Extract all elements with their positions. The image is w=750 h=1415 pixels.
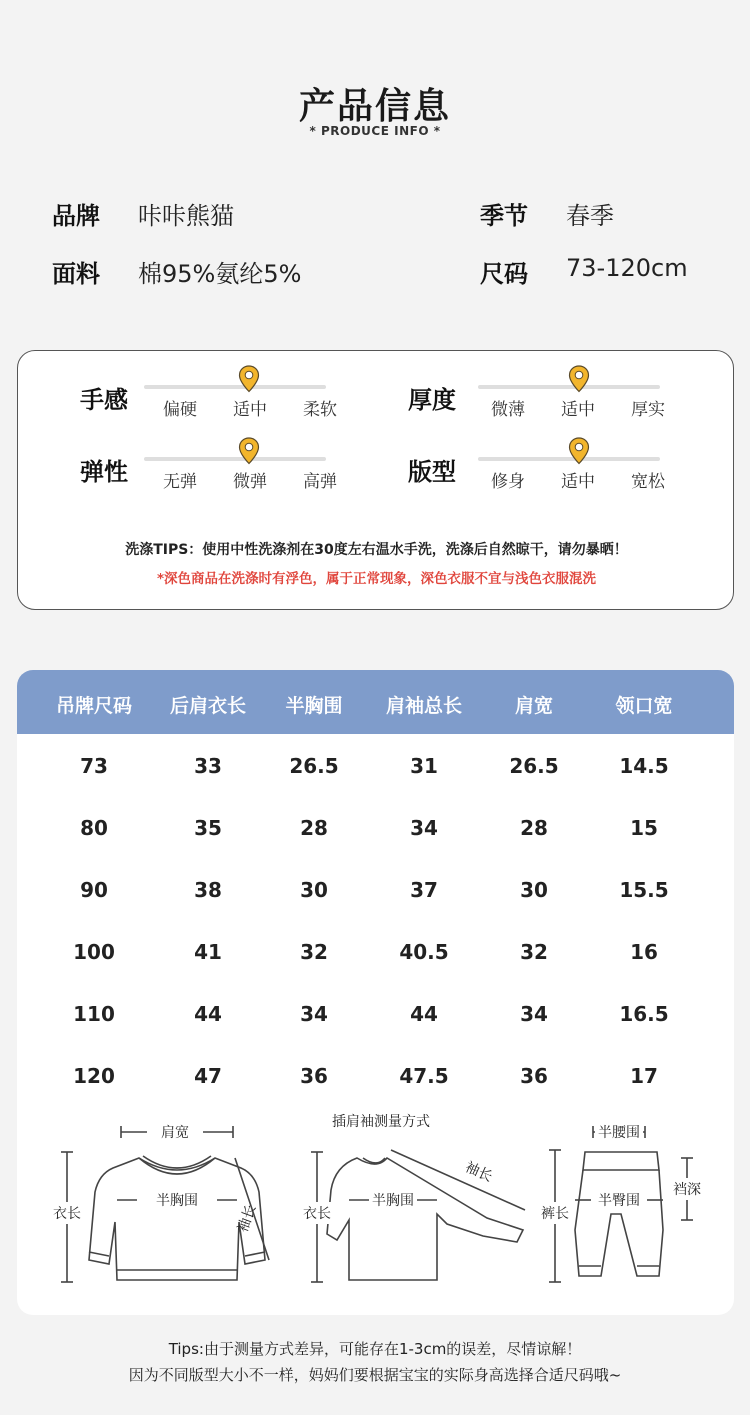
table-cell: 30 xyxy=(300,878,328,902)
table-cell: 31 xyxy=(410,754,438,778)
size-label: 尺码 xyxy=(480,260,528,288)
fabric-value: 棉95%氨纶5% xyxy=(138,260,302,288)
season-value: 春季 xyxy=(566,202,614,230)
location-pin-icon xyxy=(568,437,590,465)
table-cell: 17 xyxy=(630,1064,658,1088)
rise-label: 裆深 xyxy=(673,1182,701,1198)
column-header: 肩袖总长 xyxy=(385,695,462,717)
feel-track xyxy=(144,385,326,389)
table-cell: 32 xyxy=(520,940,548,964)
feel-option: 厚实 xyxy=(631,400,665,420)
feel-label: 版型 xyxy=(408,458,456,486)
column-header: 半胸围 xyxy=(285,695,343,717)
feel-option: 适中 xyxy=(561,400,595,420)
length-label: 衣长 xyxy=(53,1206,81,1222)
table-cell: 16.5 xyxy=(619,1002,669,1026)
sleeve-label: 袖长 xyxy=(462,1159,495,1186)
table-cell: 36 xyxy=(520,1064,548,1088)
waist-label: 半腰围 xyxy=(598,1125,640,1141)
brand-label: 品牌 xyxy=(52,202,100,230)
feel-option: 无弹 xyxy=(163,472,197,492)
feel-label: 手感 xyxy=(80,386,128,414)
column-header: 肩宽 xyxy=(514,695,553,717)
table-cell: 15.5 xyxy=(619,878,669,902)
table-cell: 16 xyxy=(630,940,658,964)
table-cell: 15 xyxy=(630,816,658,840)
feel-option: 宽松 xyxy=(631,472,665,492)
feel-card xyxy=(17,350,734,610)
table-cell: 80 xyxy=(80,816,108,840)
table-cell: 120 xyxy=(73,1064,115,1088)
feel-option: 柔软 xyxy=(303,400,337,420)
table-cell: 28 xyxy=(300,816,328,840)
wash-tips: 洗涤TIPS：使用中性洗涤剂在30度左右温水手洗，洗涤后自然晾干，请勿暴晒！ xyxy=(125,542,628,558)
table-cell: 47 xyxy=(194,1064,222,1088)
column-header: 领口宽 xyxy=(615,695,673,717)
table-cell: 28 xyxy=(520,816,548,840)
table-cell: 37 xyxy=(410,878,438,902)
feel-option: 适中 xyxy=(561,472,595,492)
table-cell: 44 xyxy=(194,1002,222,1026)
table-cell: 90 xyxy=(80,878,108,902)
size-table-header xyxy=(17,670,734,734)
location-pin-icon xyxy=(238,365,260,393)
page-subtitle: * PRODUCE INFO * xyxy=(309,124,441,138)
shoulder-label: 肩宽 xyxy=(161,1125,189,1141)
table-cell: 34 xyxy=(520,1002,548,1026)
column-header: 吊牌尺码 xyxy=(55,695,132,717)
fabric-label: 面料 xyxy=(52,260,100,288)
feel-option: 微弹 xyxy=(233,472,267,492)
table-cell: 36 xyxy=(300,1064,328,1088)
table-cell: 14.5 xyxy=(619,754,669,778)
size-table xyxy=(17,670,734,1315)
sweater-diagram xyxy=(47,1110,287,1310)
table-cell: 44 xyxy=(410,1002,438,1026)
table-cell: 32 xyxy=(300,940,328,964)
table-cell: 26.5 xyxy=(509,754,559,778)
table-cell: 35 xyxy=(194,816,222,840)
column-header: 后肩衣长 xyxy=(169,695,246,717)
table-cell: 30 xyxy=(520,878,548,902)
table-cell: 33 xyxy=(194,754,222,778)
location-pin-icon xyxy=(238,437,260,465)
table-cell: 47.5 xyxy=(399,1064,449,1088)
season-label: 季节 xyxy=(480,202,528,230)
table-cell: 34 xyxy=(300,1002,328,1026)
length-label: 衣长 xyxy=(303,1206,331,1222)
feel-label: 弹性 xyxy=(80,458,128,486)
size-value: 73-120cm xyxy=(566,254,688,282)
sleeve-label: 袖长 xyxy=(234,1202,260,1235)
footer-tip-2: 因为不同版型大小不一样，妈妈们要根据宝宝的实际身高选择合适尺码哦~ xyxy=(128,1366,622,1384)
feel-label: 厚度 xyxy=(408,386,456,414)
wash-warning: *深色商品在洗涤时有浮色，属于正常现象，深色衣服不宜与浅色衣服混洗 xyxy=(156,571,597,587)
table-cell: 73 xyxy=(80,754,108,778)
table-cell: 41 xyxy=(194,940,222,964)
table-cell: 100 xyxy=(73,940,115,964)
brand-value: 咔咔熊猫 xyxy=(138,202,234,230)
page-title: 产品信息 xyxy=(298,86,451,127)
table-cell: 34 xyxy=(410,816,438,840)
raglan-title: 插肩袖测量方式 xyxy=(332,1114,430,1130)
chest-label: 半胸围 xyxy=(156,1193,198,1209)
feel-option: 偏硬 xyxy=(163,400,197,420)
pants-diagram xyxy=(527,1110,727,1310)
feel-option: 适中 xyxy=(233,400,267,420)
table-cell: 110 xyxy=(73,1002,115,1026)
feel-option: 微薄 xyxy=(491,400,525,420)
feel-track xyxy=(144,457,326,461)
raglan-diagram xyxy=(287,1110,527,1310)
measurement-diagrams xyxy=(17,1110,734,1310)
table-cell: 40.5 xyxy=(399,940,449,964)
chest-label: 半胸围 xyxy=(372,1193,414,1209)
footer-tip-1: Tips:由于测量方式差异，可能存在1-3cm的误差，尽情谅解！ xyxy=(168,1340,582,1358)
table-cell: 26.5 xyxy=(289,754,339,778)
length-label: 裤长 xyxy=(541,1206,569,1222)
table-cell: 38 xyxy=(194,878,222,902)
feel-option: 修身 xyxy=(491,472,525,492)
location-pin-icon xyxy=(568,365,590,393)
hip-label: 半臀围 xyxy=(598,1193,640,1209)
feel-option: 高弹 xyxy=(303,472,337,492)
